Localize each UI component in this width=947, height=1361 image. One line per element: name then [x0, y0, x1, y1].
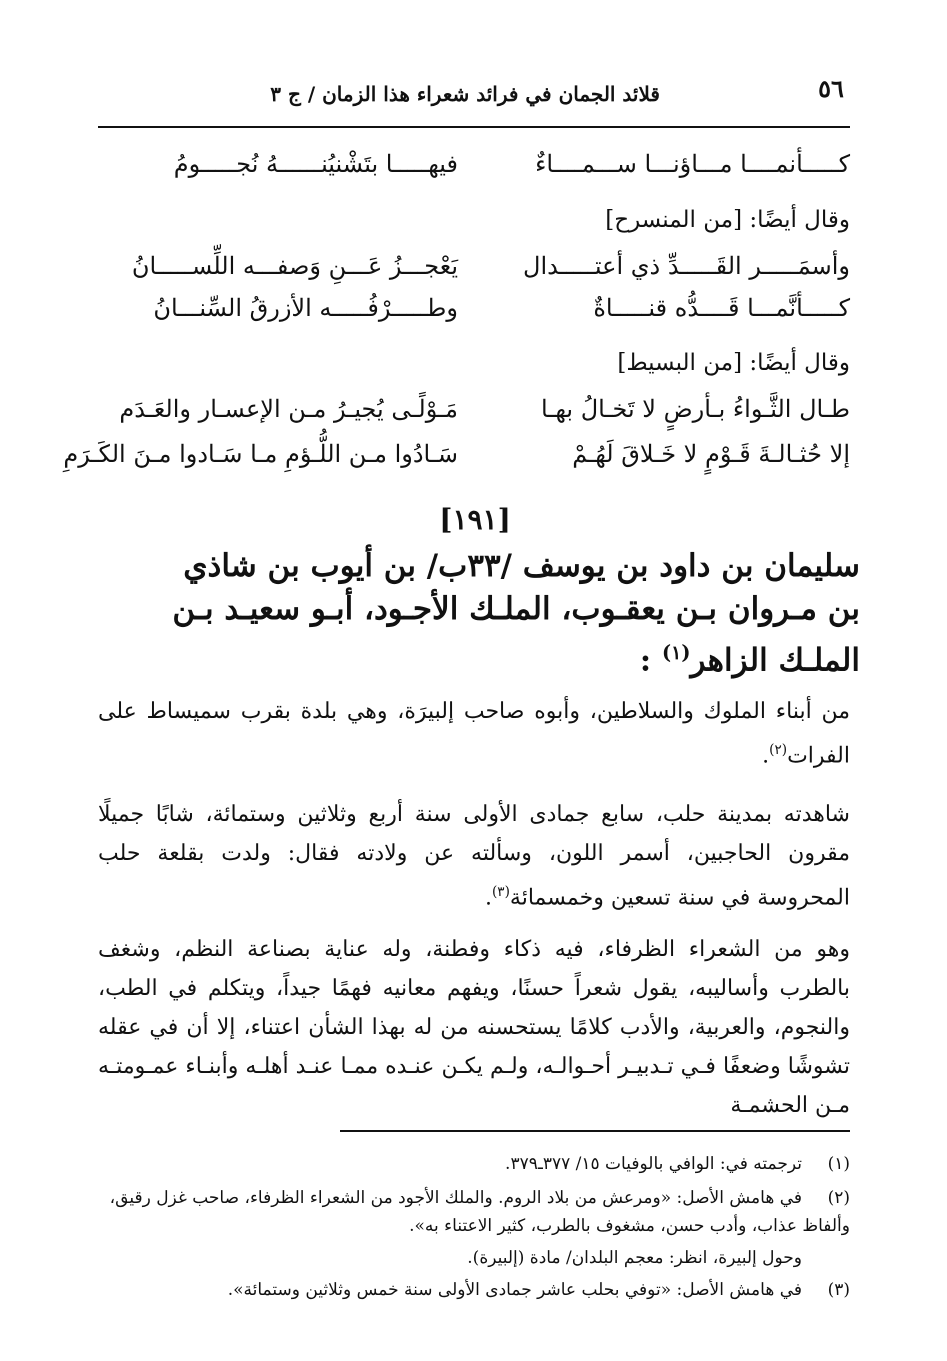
paragraph-text: وهو من الشعراء الظرفاء، فيه ذكاء وفطنة، وله عناية بصناعة النظم، وشغف بالطرب وأساليبه، يقول شعراً حسنًا، ويفهم معانيه فهمًا جيداً، ويتكلم في الطب، والنجوم، والعربية، والأدب كلامًا يستحسنه من له بهذا الشأن اعتناء، إلا أن في عقله تشوشًا وضعفًا فـي تـدبيـر أحـوالـه، ولـم يكـن عنـده ممـا عنـد أهلـه وأبنـاء عمـومتـه مـن الحشمـة: [98, 937, 850, 1118]
body-paragraph: [98, 930, 850, 1125]
page-number: ٥٦: [818, 74, 844, 103]
footnote-text: ترجمته في: الوافي بالوفيات ١٥/ ٣٧٧ـ٣٧٩.: [505, 1154, 802, 1174]
body-paragraph: [98, 692, 850, 775]
verse-hemistich-left: مَـوْلًـى يُجيـرُ مـن الإعسـار والعَـدَم: [119, 395, 458, 423]
verse-hemistich-right: كـــــأنَّمـــا قَــــدُّه قنـــــاةٌ: [593, 294, 850, 322]
body-paragraph: [98, 795, 850, 917]
entry-title: [160, 545, 860, 682]
paragraph-end: .: [762, 743, 770, 769]
verse-hemistich-right: إلا حُثـالـةَ قَـوْمٍ لا خَـلاقَ لَهُـمْ: [572, 440, 850, 468]
footnote-ref[interactable]: (٢): [769, 742, 788, 758]
verse-hemistich-right: طـال الثَّـواءُ بـأرضٍ لا تَخـالُ بهـا: [541, 395, 850, 423]
verse-hemistich-left: وطـــــرْفُـــــه الأزرقُ السِّنـــانُ: [153, 294, 458, 322]
poem-intro: وقال أيضًا: [من المنسرح]: [605, 207, 850, 233]
footnote: [98, 1184, 850, 1240]
verse-hemistich-left: سَـادُوا مـن اللُّـؤمِ مـا سَـادوا مـنَ الكَـرَمِ: [63, 440, 458, 468]
header-rule: [98, 126, 850, 128]
footnote-text: في هامش الأصل: «ومرعش من بلاد الروم. والملك الأجود من الشعراء الظرفاء، صاحب غزل رقيق، وألفاظ عذاب، وأدب حسن، مشغوف بالطرب، كثير الاعتناء به».: [109, 1188, 850, 1236]
entry-number: [١٩١]: [439, 503, 511, 536]
footnote-number: (٣): [827, 1280, 850, 1300]
entry-title-text: سليمان بن داود بن يوسف /٣٣ب/ بن أيوب بن شاذي بن مـروان بـن يعقـوب، الملـك الأجـود، أبـو سعيـد بـن الملـك الزاهر: [172, 548, 860, 679]
footnote-text: وحول إلبيرة، انظر: معجم البلدان/ مادة (إلبيرة).: [467, 1248, 802, 1268]
paragraph-end: .: [484, 885, 492, 911]
footnote-ref[interactable]: (١): [662, 641, 691, 664]
verse-hemistich-right: كـــــأنمــــا مـــاؤنـــا ســـمــــاءٌ: [535, 150, 850, 178]
paragraph-text: من أبناء الملوك والسلاطين، وأبوه صاحب إلبيرَة، وهي بلدة بقرب سميساط على الفرات: [98, 699, 850, 769]
footnote: [98, 1150, 850, 1178]
footnote-number: (٢): [827, 1188, 850, 1208]
paragraph-text: شاهدته بمدينة حلب، سابع جمادى الأولى سنة أربع وثلاثين وستمائة، شابًا جميلًا مقرون الحاجبين، أسمر اللون، وسألته عن ولادته فقال: ولدت بقلعة حلب المحروسة في سنة تسعين وخمسمائة: [98, 802, 850, 911]
verse-hemistich-left: يَعْجـــزُ عَـــنِ وَصفـــه اللِّســـــانُ: [131, 252, 458, 280]
footnote-number: (١): [827, 1154, 850, 1174]
poem-intro: وقال أيضًا: [من البسيط]: [617, 350, 850, 376]
footnote: [98, 1276, 850, 1304]
verse-hemistich-right: وأسمَـــــر القَـــــدِّ ذي أعتـــــدال: [523, 252, 850, 280]
footnote-ref[interactable]: (٣): [491, 884, 510, 900]
footnote-continuation: [98, 1244, 850, 1272]
footnote-text: في هامش الأصل: «توفي بحلب عاشر جمادى الأولى سنة خمس وثلاثين وستمائة».: [227, 1280, 802, 1300]
footnote-rule: [340, 1130, 850, 1132]
entry-title-colon: :: [639, 642, 652, 679]
running-header-title: قلائد الجمان في فرائد شعراء هذا الزمان / ج ٣: [270, 82, 660, 106]
verse-hemistich-left: فيهـــــا بتَشْنيُنــــــهُ نُجـــــومُ: [173, 150, 458, 178]
